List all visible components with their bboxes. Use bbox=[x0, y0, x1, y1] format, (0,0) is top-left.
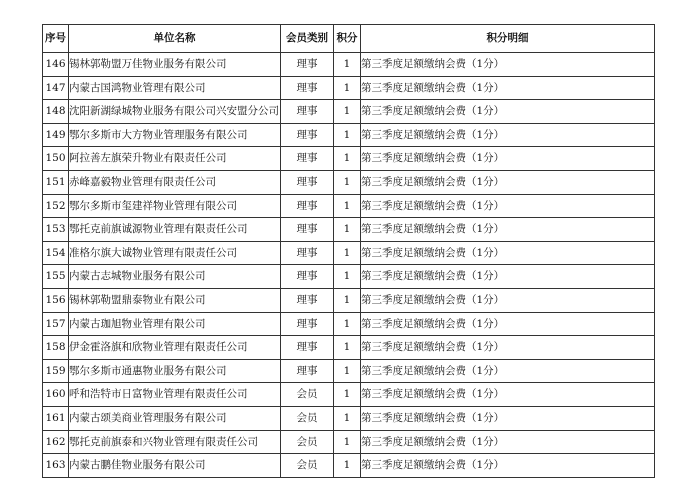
cell-score-detail: 第三季度足额缴纳会费（1分） bbox=[361, 147, 655, 171]
cell-unit-name: 内蒙古鹏佳物业服务有限公司 bbox=[69, 454, 281, 478]
table-row bbox=[43, 100, 655, 124]
cell-member-type: 理事 bbox=[281, 218, 334, 242]
cell-member-type: 会员 bbox=[281, 430, 334, 454]
cell-member-type: 理事 bbox=[281, 194, 334, 218]
cell-score: 1 bbox=[334, 170, 361, 194]
table-row bbox=[43, 312, 655, 336]
cell-score: 1 bbox=[334, 53, 361, 77]
table-row bbox=[43, 265, 655, 289]
header-score: 积分 bbox=[334, 25, 361, 53]
cell-score: 1 bbox=[334, 76, 361, 100]
cell-unit-name: 锡林郭勒盟万佳物业服务有限公司 bbox=[69, 53, 281, 77]
cell-score-detail: 第三季度足额缴纳会费（1分） bbox=[361, 218, 655, 242]
cell-index: 151 bbox=[43, 170, 69, 194]
table-row bbox=[43, 383, 655, 407]
table-row bbox=[43, 454, 655, 478]
cell-index: 149 bbox=[43, 123, 69, 147]
table-body bbox=[43, 53, 655, 478]
cell-score: 1 bbox=[334, 241, 361, 265]
cell-index: 147 bbox=[43, 76, 69, 100]
cell-unit-name: 呼和浩特市日富物业管理有限责任公司 bbox=[69, 383, 281, 407]
cell-score: 1 bbox=[334, 123, 361, 147]
cell-unit-name: 内蒙古志城物业服务有限公司 bbox=[69, 265, 281, 289]
cell-score-detail: 第三季度足额缴纳会费（1分） bbox=[361, 288, 655, 312]
cell-member-type: 会员 bbox=[281, 406, 334, 430]
cell-member-type: 会员 bbox=[281, 454, 334, 478]
header-index: 序号 bbox=[43, 25, 69, 53]
cell-unit-name: 阿拉善左旗荣升物业有限责任公司 bbox=[69, 147, 281, 171]
cell-score-detail: 第三季度足额缴纳会费（1分） bbox=[361, 123, 655, 147]
cell-unit-name: 伊金霍洛旗和欣物业管理有限责任公司 bbox=[69, 336, 281, 360]
table-row bbox=[43, 406, 655, 430]
cell-member-type: 理事 bbox=[281, 53, 334, 77]
cell-score: 1 bbox=[334, 430, 361, 454]
table-row bbox=[43, 241, 655, 265]
cell-score: 1 bbox=[334, 147, 361, 171]
cell-unit-name: 赤峰嘉毅物业管理有限责任公司 bbox=[69, 170, 281, 194]
cell-member-type: 理事 bbox=[281, 147, 334, 171]
table-row bbox=[43, 218, 655, 242]
cell-score: 1 bbox=[334, 336, 361, 360]
cell-score-detail: 第三季度足额缴纳会费（1分） bbox=[361, 454, 655, 478]
cell-member-type: 会员 bbox=[281, 383, 334, 407]
cell-score-detail: 第三季度足额缴纳会费（1分） bbox=[361, 241, 655, 265]
cell-score: 1 bbox=[334, 194, 361, 218]
table-row bbox=[43, 147, 655, 171]
cell-unit-name: 鄂托克前旗诚源物业管理有限责任公司 bbox=[69, 218, 281, 242]
table-header bbox=[43, 25, 655, 53]
cell-index: 157 bbox=[43, 312, 69, 336]
cell-member-type: 理事 bbox=[281, 359, 334, 383]
cell-index: 162 bbox=[43, 430, 69, 454]
table-row bbox=[43, 53, 655, 77]
cell-unit-name: 内蒙古珈旭物业管理有限公司 bbox=[69, 312, 281, 336]
cell-member-type: 理事 bbox=[281, 265, 334, 289]
cell-member-type: 理事 bbox=[281, 288, 334, 312]
cell-index: 158 bbox=[43, 336, 69, 360]
cell-index: 146 bbox=[43, 53, 69, 77]
cell-score-detail: 第三季度足额缴纳会费（1分） bbox=[361, 53, 655, 77]
cell-score-detail: 第三季度足额缴纳会费（1分） bbox=[361, 383, 655, 407]
cell-index: 155 bbox=[43, 265, 69, 289]
cell-member-type: 理事 bbox=[281, 123, 334, 147]
cell-unit-name: 准格尔旗大诚物业管理有限责任公司 bbox=[69, 241, 281, 265]
cell-score-detail: 第三季度足额缴纳会费（1分） bbox=[361, 76, 655, 100]
cell-score: 1 bbox=[334, 288, 361, 312]
cell-score-detail: 第三季度足额缴纳会费（1分） bbox=[361, 359, 655, 383]
cell-score-detail: 第三季度足额缴纳会费（1分） bbox=[361, 430, 655, 454]
cell-score: 1 bbox=[334, 406, 361, 430]
cell-member-type: 理事 bbox=[281, 336, 334, 360]
cell-score: 1 bbox=[334, 100, 361, 124]
cell-score: 1 bbox=[334, 265, 361, 289]
table-row bbox=[43, 123, 655, 147]
table-row bbox=[43, 194, 655, 218]
table-row bbox=[43, 170, 655, 194]
cell-index: 150 bbox=[43, 147, 69, 171]
cell-score-detail: 第三季度足额缴纳会费（1分） bbox=[361, 336, 655, 360]
cell-score: 1 bbox=[334, 312, 361, 336]
cell-score-detail: 第三季度足额缴纳会费（1分） bbox=[361, 406, 655, 430]
cell-unit-name: 沈阳新湖绿城物业服务有限公司兴安盟分公司 bbox=[69, 100, 281, 124]
cell-index: 148 bbox=[43, 100, 69, 124]
cell-member-type: 理事 bbox=[281, 76, 334, 100]
cell-index: 163 bbox=[43, 454, 69, 478]
cell-score: 1 bbox=[334, 218, 361, 242]
cell-score-detail: 第三季度足额缴纳会费（1分） bbox=[361, 170, 655, 194]
cell-unit-name: 鄂尔多斯市大方物业管理服务有限公司 bbox=[69, 123, 281, 147]
cell-index: 156 bbox=[43, 288, 69, 312]
cell-index: 154 bbox=[43, 241, 69, 265]
cell-index: 153 bbox=[43, 218, 69, 242]
cell-member-type: 理事 bbox=[281, 241, 334, 265]
cell-member-type: 理事 bbox=[281, 312, 334, 336]
score-table bbox=[42, 24, 655, 478]
table-row bbox=[43, 359, 655, 383]
cell-score-detail: 第三季度足额缴纳会费（1分） bbox=[361, 100, 655, 124]
table-row bbox=[43, 430, 655, 454]
cell-score-detail: 第三季度足额缴纳会费（1分） bbox=[361, 194, 655, 218]
table-row bbox=[43, 336, 655, 360]
cell-unit-name: 鄂托克前旗泰和兴物业管理有限责任公司 bbox=[69, 430, 281, 454]
cell-index: 161 bbox=[43, 406, 69, 430]
cell-unit-name: 鄂尔多斯市玺建祥物业管理有限公司 bbox=[69, 194, 281, 218]
header-row bbox=[43, 25, 655, 53]
cell-unit-name: 内蒙古颂美商业管理服务有限公司 bbox=[69, 406, 281, 430]
cell-index: 159 bbox=[43, 359, 69, 383]
cell-score-detail: 第三季度足额缴纳会费（1分） bbox=[361, 312, 655, 336]
header-type: 会员类别 bbox=[281, 25, 334, 53]
cell-score: 1 bbox=[334, 454, 361, 478]
cell-score: 1 bbox=[334, 383, 361, 407]
cell-member-type: 理事 bbox=[281, 100, 334, 124]
header-detail: 积分明细 bbox=[361, 25, 655, 53]
cell-member-type: 理事 bbox=[281, 170, 334, 194]
table-row bbox=[43, 76, 655, 100]
cell-unit-name: 内蒙古国鸿物业管理有限公司 bbox=[69, 76, 281, 100]
cell-index: 160 bbox=[43, 383, 69, 407]
header-name: 单位名称 bbox=[69, 25, 281, 53]
cell-unit-name: 锡林郭勒盟鼎泰物业有限公司 bbox=[69, 288, 281, 312]
cell-score-detail: 第三季度足额缴纳会费（1分） bbox=[361, 265, 655, 289]
cell-index: 152 bbox=[43, 194, 69, 218]
cell-score: 1 bbox=[334, 359, 361, 383]
cell-unit-name: 鄂尔多斯市通惠物业服务有限公司 bbox=[69, 359, 281, 383]
table-row bbox=[43, 288, 655, 312]
